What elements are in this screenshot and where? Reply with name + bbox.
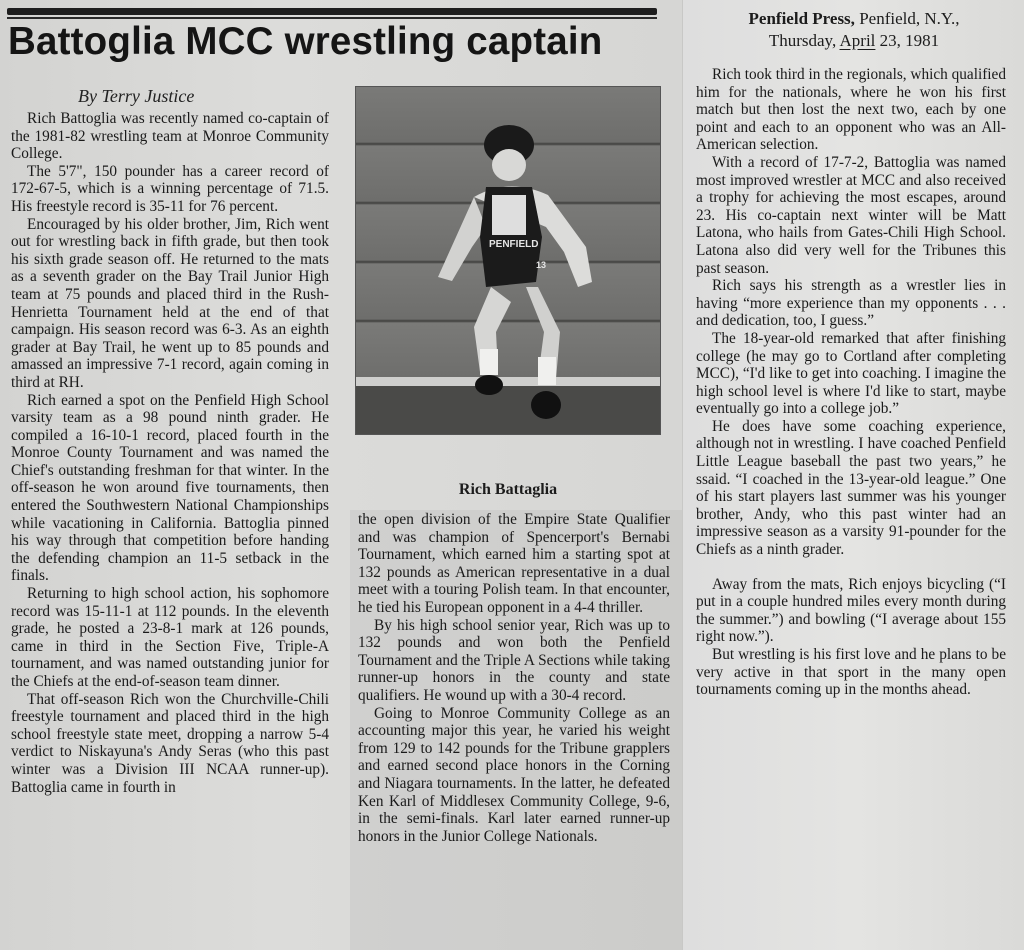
paragraph: Going to Monroe Community College as an accounting major this year, he varied his weight from 129 to 142 pounds for the Tribune grapplers and earned second place honors in the Corning and Niagara tournaments. In the latter, he defeated Ken Karl of Middlesex Community College, 9-6, in the semi-finals. Karl later earned runner-up honors in the Junior College Nationals. xyxy=(358,704,670,845)
photo-caption: Rich Battaglia xyxy=(458,481,558,498)
paragraph: Rich took third in the regionals, which qualified him for the nationals, where he won his first match but then lost the next two, each by one point and each to an opponent who was an All-American selection. xyxy=(696,66,1006,154)
paragraph: Encouraged by his older brother, Jim, Rich went out for wrestling back in fifth grade, but then took his sixth grade season off. He returned to the mats as a seventh grader on the Bay Trail Junior High team at 75 pounds and placed third in the Rush-Henrietta Tournament held at the end of that campaign. His season record was 6-3. As an eighth grader at Bay Trail, he went up to 85 pounds and amassed an impressive 7-1 record, again coming in third at RH. xyxy=(11,215,329,391)
masthead xyxy=(684,8,1024,52)
article-column-middle xyxy=(358,511,670,845)
headline-rule-thin xyxy=(7,17,657,19)
paper-name: Penfield Press, xyxy=(748,9,855,28)
date-day-year: 23, 1981 xyxy=(875,31,940,50)
paragraph: He does have some coaching experience, although not in wrestling. I have coached Penfield Little League baseball the past two years,” he ssaid. “I coached in the 13-year-old league.” One of his start players last summer was his younger brother, Andy, who this past winter had an impressive season as a varsity 91-pounder for the Chiefs as a ninth grader. xyxy=(696,417,1006,559)
masthead-date xyxy=(684,30,1024,52)
article-column-right xyxy=(696,66,1006,699)
paragraph: That off-season Rich won the Churchville-Chili freestyle tournament and placed third in the high school freestyle state meet, dropping a narrow 5-4 verdict to Niskayuna's Andy Seras (who this past winter was a Division III NCAA runner-up). Battoglia came in fourth in xyxy=(11,690,329,796)
date-weekday: Thursday, xyxy=(768,31,840,50)
wrestler-figure-icon xyxy=(356,87,661,435)
paragraph: Rich says his strength as a wrestler lies in having “more experience than my opponents . . . and dedication, too, I guess.” xyxy=(696,277,1006,330)
paper-location: Penfield, N.Y., xyxy=(854,9,960,28)
masthead-line-1 xyxy=(684,8,1024,30)
paragraph: But wrestling is his first love and he plans to be very active in that sport in the many open tournaments coming up in the months ahead. xyxy=(696,646,1006,699)
paragraph: Rich earned a spot on the Penfield High School varsity team as a 98 pound ninth grader. He compiled a 16-10-1 record, placed fourth in the Monroe County Tournament and was named the Chief's outstanding freshman for that winter. In the off-season he won around five tournaments, then entered the Southwestern National Championships while vacationing in California. Battoglia pinned his way through that competition before handing the defending champion an 11-5 setback in the finals. xyxy=(11,391,329,585)
headline: Battoglia MCC wrestling captain xyxy=(8,20,603,63)
paragraph: Rich Battoglia was recently named co-captain of the 1981-82 wrestling team at Monroe Community College. xyxy=(11,110,329,163)
paragraph: Away from the mats, Rich enjoys bicycling (“I put in a couple hundred miles every month during the summer.”) and bowling (“I average about 155 right now.”). xyxy=(696,575,1006,646)
headline-rule xyxy=(7,8,657,15)
wrestler-photo xyxy=(355,86,661,435)
paragraph: Returning to high school action, his sophomore record was 15-11-1 at 112 pounds. In the eleventh grade, he posted a 23-8-1 mark at 126 pounds, came in third in the Section Five, Triple-A tournament, and was named outstanding junior for the Chiefs at the end-of-season team dinner. xyxy=(11,585,329,690)
paragraph: the open division of the Empire State Qualifier and was champion of Spencerport's Bernabi Tournament, which earned him a starting spot at 132 pounds as American representative in a dual meet with a touring Polish team. In that encounter, he tied his European opponent in a 4-4 thriller. xyxy=(358,511,670,616)
date-month: April xyxy=(839,31,876,50)
article-column-left xyxy=(11,110,329,796)
byline: By Terry Justice xyxy=(78,86,195,106)
paragraph: The 18-year-old remarked that after finishing college (he may go to Cortland after completing MCC), “I'd like to get into coaching. I imagine the high school level is where I'd like to start, maybe eventually go into a college job.” xyxy=(696,329,1006,418)
paragraph: By his high school senior year, Rich was up to 132 pounds and won both the Penfield Tournament and the Triple A Sections while taking runner-up honors in the county and state qualifiers. He wound up with a 30-4 record. xyxy=(358,616,670,704)
svg-text:13: 13 xyxy=(536,260,547,270)
svg-text:PENFIELD: PENFIELD xyxy=(489,239,539,250)
paragraph: With a record of 17-7-2, Battoglia was named most improved wrestler at MCC and also received a trophy for achieving the most escapes, around 23. His co-captain next winter will be Matt Latona, who hails from Gates-Chili High School. Latona also did very well for the Tribunes this past season. xyxy=(696,153,1006,277)
paragraph: The 5'7", 150 pounder has a career record of 172-67-5, which is a winning percentage of 71.5. His freestyle record is 35-11 for 76 percent. xyxy=(11,162,329,215)
